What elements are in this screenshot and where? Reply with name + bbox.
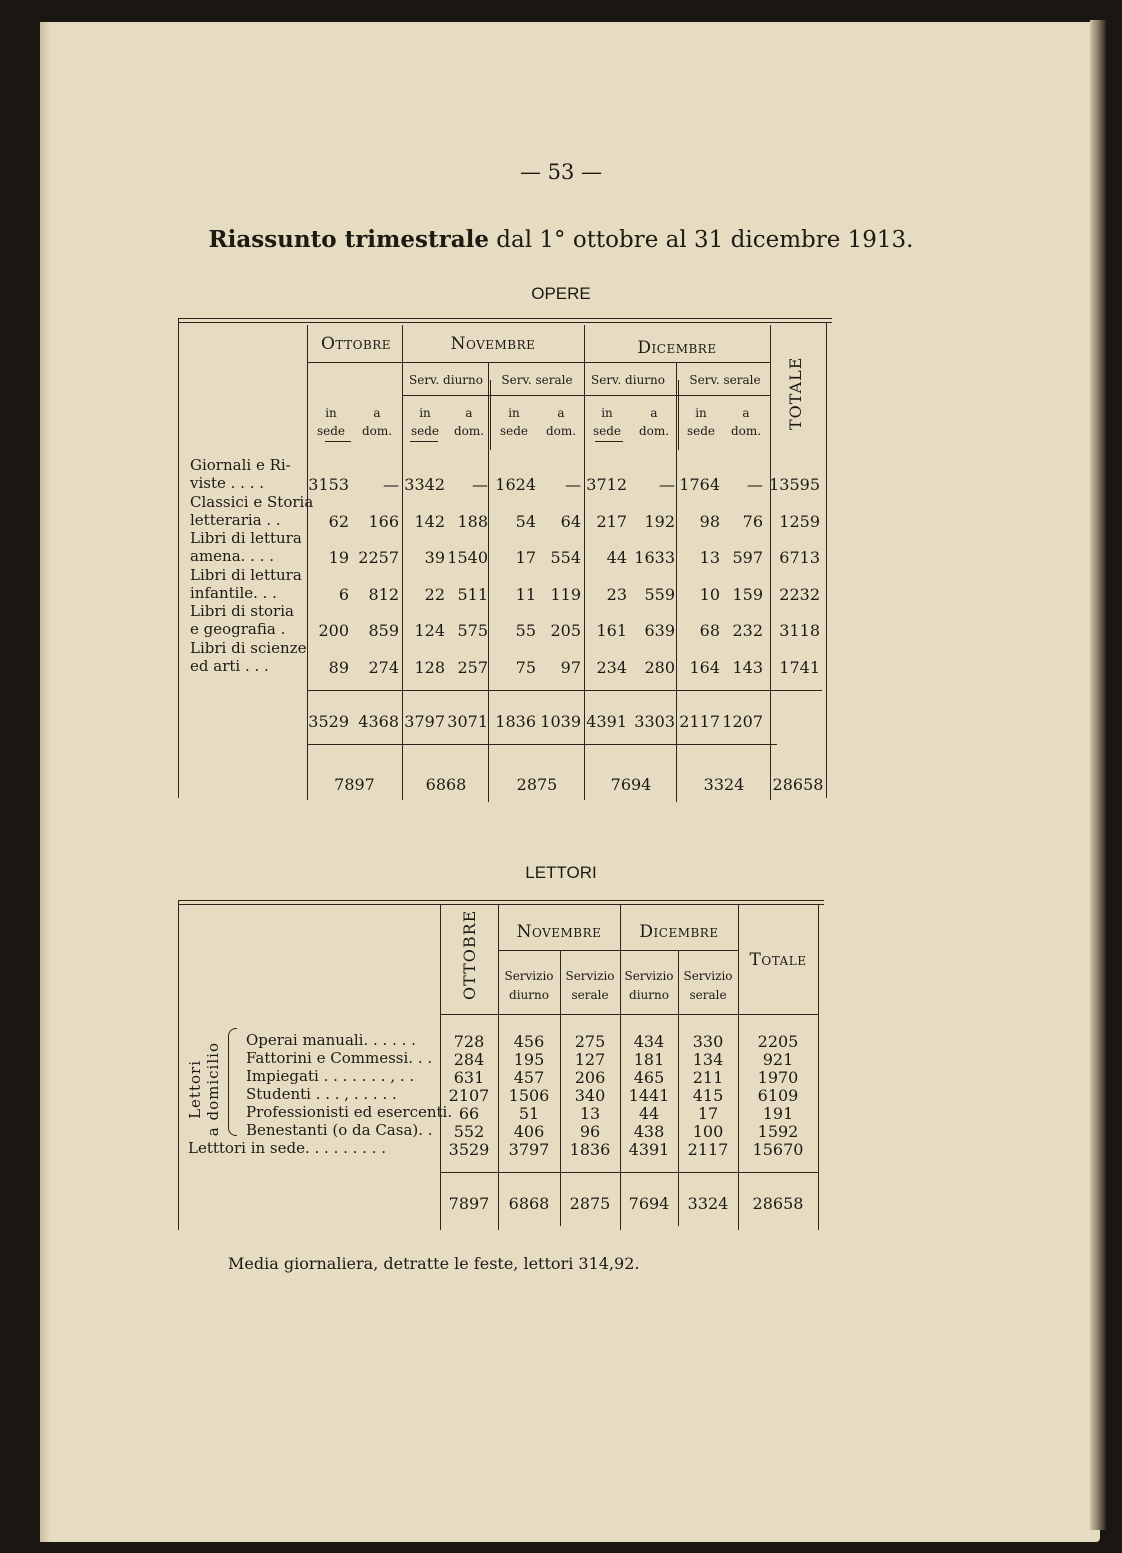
data-cell: — [747, 475, 763, 494]
month-ottobre: Ottobre [320, 334, 392, 354]
subcolumn-header: a dom. [638, 406, 670, 438]
month-rule [498, 950, 738, 951]
data-cell: 465 [633, 1068, 665, 1087]
data-cell: 124 [414, 621, 445, 640]
data-cell: 1633 [634, 548, 675, 567]
data-cell: 97 [560, 657, 581, 677]
data-cell: 22 [424, 584, 445, 604]
data-cell: 1592 [757, 1122, 799, 1141]
data-cell: 275 [574, 1032, 606, 1051]
month-novembre: Novembre [516, 922, 602, 942]
row-label: Libri di lettura [190, 529, 302, 547]
subcolumn-header: in sede [592, 406, 622, 438]
data-cell: 1259 [779, 511, 820, 531]
subcolumn-header: in sede [499, 406, 529, 438]
data-cell: 161 [596, 621, 627, 640]
month-rule [307, 362, 770, 363]
data-cell: 6109 [757, 1086, 799, 1105]
page-title [0, 226, 1122, 253]
data-cell: 511 [457, 584, 488, 604]
data-cell: 13 [699, 548, 720, 567]
data-cell: 188 [457, 511, 488, 531]
grand-total-cell: 7694 [610, 775, 652, 794]
data-cell: 728 [453, 1032, 485, 1051]
data-cell: 3342 [404, 475, 445, 494]
data-cell: 66 [458, 1104, 480, 1123]
subcolumn-header: a dom. [453, 406, 485, 438]
data-cell: 434 [633, 1032, 665, 1051]
data-cell: 1506 [508, 1086, 550, 1105]
top-rule-2 [178, 904, 824, 905]
service-header: Serv. diurno [591, 373, 665, 387]
data-cell: 3153 [308, 475, 349, 494]
row-label: Giornali e Ri- [190, 456, 291, 474]
data-cell: 921 [762, 1050, 794, 1069]
frame-left [178, 318, 179, 798]
data-cell: 10 [699, 584, 720, 604]
month-novembre: Novembre [450, 334, 536, 354]
servizio-header: Servizio [624, 969, 674, 983]
frame-right [826, 322, 827, 798]
data-cell: 280 [644, 657, 675, 677]
data-cell: 75 [515, 657, 536, 677]
data-cell: 457 [513, 1068, 545, 1087]
data-cell: 274 [368, 657, 399, 677]
grand-total-cell: 3324 [703, 775, 745, 794]
data-cell: 2257 [358, 548, 399, 567]
group-label: Lettori [186, 1060, 204, 1119]
sum-rule [440, 1172, 818, 1173]
total-cell: 6868 [508, 1194, 550, 1213]
row-label: Fattorini e Commessi. . . [246, 1049, 433, 1067]
data-cell: 15670 [752, 1140, 804, 1159]
row-label: Letttori in sede. . . . . . . . . [188, 1139, 387, 1157]
data-cell: 142 [414, 511, 445, 531]
total-cell: 7694 [628, 1194, 670, 1213]
totale-header: TOTALE [786, 356, 805, 430]
data-cell: 6 [338, 584, 349, 604]
brace [228, 1028, 237, 1136]
data-cell: 6713 [779, 548, 820, 567]
data-cell: 3797 [508, 1140, 550, 1159]
data-cell: 234 [596, 657, 627, 677]
data-cell: 51 [518, 1104, 540, 1123]
serale-header: serale [689, 988, 727, 1002]
data-cell: 98 [699, 511, 720, 531]
subtotal-cell: 2117 [679, 712, 720, 731]
data-cell: 575 [457, 621, 488, 640]
opere-heading: OPERE [531, 284, 591, 303]
subtotal-cell: 3529 [308, 712, 349, 731]
row-label: Operai manuali. . . . . . [246, 1031, 416, 1049]
grand-total-cell: 28658 [772, 775, 824, 794]
data-cell: 406 [513, 1122, 545, 1141]
data-cell: 128 [414, 657, 445, 677]
data-cell: 438 [633, 1122, 665, 1141]
data-cell: 340 [574, 1086, 606, 1105]
data-cell: 44 [606, 548, 627, 567]
subtotal-cell: 3071 [447, 712, 488, 731]
data-cell: — [383, 475, 399, 494]
data-cell: 127 [574, 1050, 606, 1069]
data-cell: 639 [644, 621, 675, 640]
month-dicembre: Dicembre [637, 338, 717, 358]
data-cell: 415 [692, 1086, 724, 1105]
row-label: viste . . . . [190, 474, 265, 492]
data-cell: 191 [762, 1104, 794, 1123]
subcolumn-header: in sede [410, 406, 440, 438]
data-cell: 1836 [569, 1140, 611, 1159]
row-label: Libri di storia [190, 602, 294, 620]
subtotal-cell: 1836 [495, 712, 536, 731]
subtotal-cell: 4368 [358, 712, 399, 731]
subtotal-cell: 1207 [722, 712, 763, 731]
data-cell: 3712 [586, 475, 627, 494]
data-cell: 2107 [448, 1086, 490, 1105]
data-cell: 554 [550, 548, 581, 567]
data-cell: 100 [692, 1122, 724, 1141]
data-cell: 195 [513, 1050, 545, 1069]
subtotal-rule [307, 690, 822, 691]
data-cell: 1741 [779, 657, 820, 677]
data-cell: 200 [318, 621, 349, 640]
servizio-header: Servizio [683, 969, 733, 983]
servizio-header: Servizio [565, 969, 615, 983]
data-cell: 44 [638, 1104, 660, 1123]
data-cell: 64 [560, 511, 581, 531]
data-cell: 2117 [687, 1140, 729, 1159]
top-rule [178, 318, 832, 319]
row-label: ed arti . . . [190, 656, 269, 675]
servizio-header: Servizio [504, 969, 554, 983]
service-header: Serv. diurno [409, 373, 483, 387]
data-cell: 232 [732, 621, 763, 640]
data-cell: 206 [574, 1068, 606, 1087]
total-cell: 2875 [569, 1194, 611, 1213]
row-label: Impiegati . . . . . . . , . . [246, 1067, 415, 1085]
totale-header: Totale [749, 950, 807, 970]
row-label: Professionisti ed esercenti. [246, 1103, 453, 1121]
data-cell: 597 [732, 548, 763, 567]
brace-rule [307, 744, 777, 745]
grand-total-cell: 6868 [425, 775, 467, 794]
data-cell: 631 [453, 1068, 485, 1087]
data-cell: 164 [689, 657, 720, 677]
data-cell: 166 [368, 511, 399, 531]
title-bold: Riassunto trimestrale [208, 226, 489, 253]
data-cell: 217 [596, 511, 627, 531]
data-cell: 89 [328, 657, 349, 677]
data-cell: 39 [424, 548, 445, 567]
month-dicembre: Dicembre [639, 922, 719, 942]
data-cell: 96 [579, 1122, 601, 1141]
service-header: Serv. serale [501, 373, 573, 387]
lettori-heading: LETTORI [525, 863, 597, 882]
data-cell: 284 [453, 1050, 485, 1069]
subcolumn-header: a dom. [730, 406, 762, 438]
data-cell: 456 [513, 1032, 545, 1051]
data-cell: 330 [692, 1032, 724, 1051]
tick [325, 441, 351, 442]
service-header: Serv. serale [689, 373, 761, 387]
data-cell: 1764 [679, 475, 720, 494]
top-rule [178, 900, 824, 901]
data-cell: 11 [515, 584, 536, 604]
grand-total-cell: 2875 [516, 775, 558, 794]
data-cell: 134 [692, 1050, 724, 1069]
data-cell: 62 [328, 511, 349, 531]
total-cell: 3324 [687, 1194, 729, 1213]
data-cell: 68 [699, 621, 720, 640]
data-cell: 76 [742, 511, 763, 531]
data-cell: 2205 [757, 1032, 799, 1051]
data-cell: 23 [606, 584, 627, 604]
data-cell: — [659, 475, 675, 494]
row-label: amena. . . . [190, 547, 275, 565]
subcolumn-header: a dom. [361, 406, 393, 438]
row-label: infantile. . . [190, 583, 277, 602]
data-cell: 257 [457, 657, 488, 677]
data-cell: 54 [515, 511, 536, 531]
row-label: letteraria . . [190, 510, 281, 529]
frame-left [178, 900, 179, 1230]
total-cell: 7897 [448, 1194, 490, 1213]
data-cell: 1441 [628, 1086, 670, 1105]
data-cell: 159 [732, 584, 763, 604]
data-cell: 2232 [779, 584, 820, 604]
data-cell: 55 [515, 621, 536, 640]
group-label: a domicilio [204, 1042, 222, 1137]
data-cell: — [565, 475, 581, 494]
data-cell: 181 [633, 1050, 665, 1069]
data-cell: 211 [692, 1068, 724, 1087]
data-cell: 812 [368, 584, 399, 604]
row-label: Libri di lettura [190, 565, 302, 584]
data-cell: 552 [453, 1122, 485, 1141]
data-cell: 3118 [779, 621, 820, 640]
data-cell: 192 [644, 511, 675, 531]
data-cell: 13595 [769, 475, 820, 494]
ottobre-header: OTTOBRE [460, 909, 479, 1000]
data-cell: 17 [515, 548, 536, 567]
data-cell: 13 [579, 1104, 601, 1123]
tick [595, 441, 623, 442]
data-cell: 559 [644, 584, 675, 604]
subcolumn-header: a dom. [545, 406, 577, 438]
service-rule [402, 395, 770, 396]
footer-note: Media giornaliera, detratte le feste, lettori 314,92. [228, 1254, 640, 1273]
frame-right [818, 904, 819, 1230]
total-cell: 28658 [752, 1194, 804, 1213]
data-cell: 205 [550, 621, 581, 640]
serale-header: serale [571, 988, 609, 1002]
diurno-header: diurno [629, 988, 669, 1002]
data-cell: 859 [368, 621, 399, 640]
data-cell: 1540 [447, 548, 488, 567]
grand-total-cell: 7897 [334, 775, 375, 794]
row-label: Studenti . . . , . . . . . [246, 1085, 397, 1103]
data-cell: 1970 [757, 1068, 799, 1087]
row-label: Classici e Storia [190, 492, 314, 511]
row-label: Benestanti (o da Casa). . [246, 1121, 433, 1139]
subtotal-cell: 3303 [634, 712, 675, 731]
subtotal-cell: 1039 [540, 712, 581, 731]
page-number: — 53 — [519, 160, 603, 184]
data-cell: 19 [328, 548, 349, 567]
tick [410, 441, 438, 442]
data-cell: 3529 [448, 1140, 490, 1159]
title-rest: dal 1° ottobre al 31 dicembre 1913. [488, 227, 914, 253]
subcolumn-header: in sede [686, 406, 716, 438]
data-cell: 4391 [628, 1140, 670, 1159]
data-cell: 17 [697, 1104, 719, 1123]
data-cell: 119 [550, 584, 581, 604]
row-label: Libri di scienze [190, 638, 307, 657]
header-rule [440, 1014, 818, 1015]
subtotal-cell: 3797 [404, 712, 445, 731]
data-cell: 1624 [495, 475, 536, 494]
diurno-header: diurno [509, 988, 549, 1002]
subcolumn-header: in sede [316, 406, 346, 438]
row-label: e geografia . [190, 620, 286, 638]
data-cell: 143 [732, 657, 763, 677]
subtotal-cell: 4391 [586, 712, 627, 731]
data-cell: — [472, 475, 488, 494]
top-rule-2 [178, 322, 832, 323]
